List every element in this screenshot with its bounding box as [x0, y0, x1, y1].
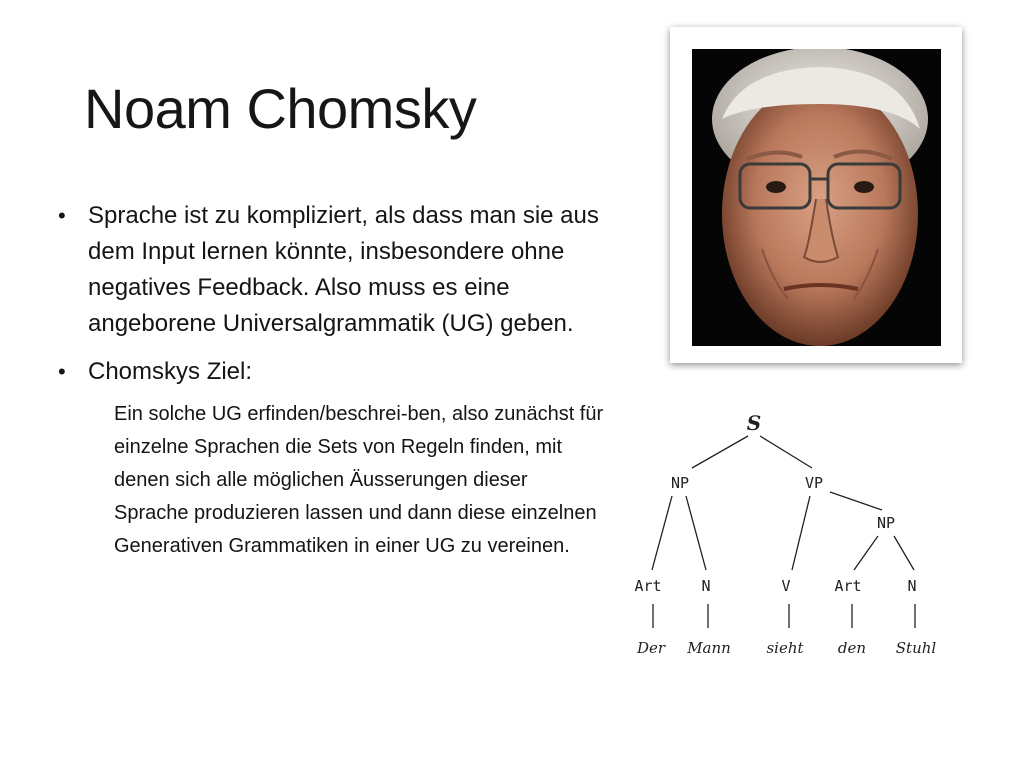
tree-word: Der	[636, 639, 666, 657]
bullet-text: Chomskys Ziel:	[88, 358, 253, 385]
tree-word: den	[837, 639, 867, 657]
tree-node-n: N	[701, 577, 711, 595]
portrait-frame	[670, 27, 962, 363]
tree-word: Stuhl	[895, 639, 937, 657]
tree-edge	[830, 492, 882, 510]
tree-edge	[692, 436, 748, 468]
bullet-item	[58, 198, 618, 342]
tree-node-art: Art	[634, 577, 662, 595]
tree-edge	[792, 496, 810, 570]
tree-node-v: V	[781, 577, 791, 595]
tree-node-vp: VP	[804, 474, 824, 492]
portrait-photo	[692, 49, 941, 346]
tree-node-np-object: NP	[876, 514, 896, 532]
sub-paragraph: Ein solche UG erfinden/beschrei-ben, also zunächst für einzelne Sprachen die Sets von Regeln finden, mit denen sich alle möglichen Äusserungen dieser Sprache produzieren lassen und dann diese einzelnen Generativen Grammatiken in einer UG zu vereinen.	[114, 403, 604, 557]
tree-edge	[760, 436, 812, 468]
tree-root-label: S	[746, 411, 762, 435]
tree-node-np: NP	[670, 474, 690, 492]
tree-word: Mann	[687, 639, 731, 657]
tree-edge	[686, 496, 706, 570]
syntax-tree	[620, 400, 960, 670]
tree-node-n: N	[907, 577, 917, 595]
tree-edge	[652, 496, 672, 570]
bullet-text: Sprache ist zu kompliziert, als dass man sie aus dem Input lernen könnte, insbesondere ohne negatives Feedback. Also muss es eine angeborene Universalgrammatik (UG) geben.	[88, 202, 599, 337]
tree-edge	[894, 536, 914, 570]
bullet-list	[58, 198, 618, 563]
portrait-illustration	[692, 49, 941, 346]
tree-node-art: Art	[834, 577, 862, 595]
bullet-item	[58, 354, 618, 390]
bullet-icon: •	[58, 203, 66, 228]
bullet-icon: •	[58, 359, 66, 384]
slide-title: Noam Chomsky	[84, 77, 477, 140]
tree-edge	[854, 536, 878, 570]
tree-word: sieht	[766, 639, 804, 657]
